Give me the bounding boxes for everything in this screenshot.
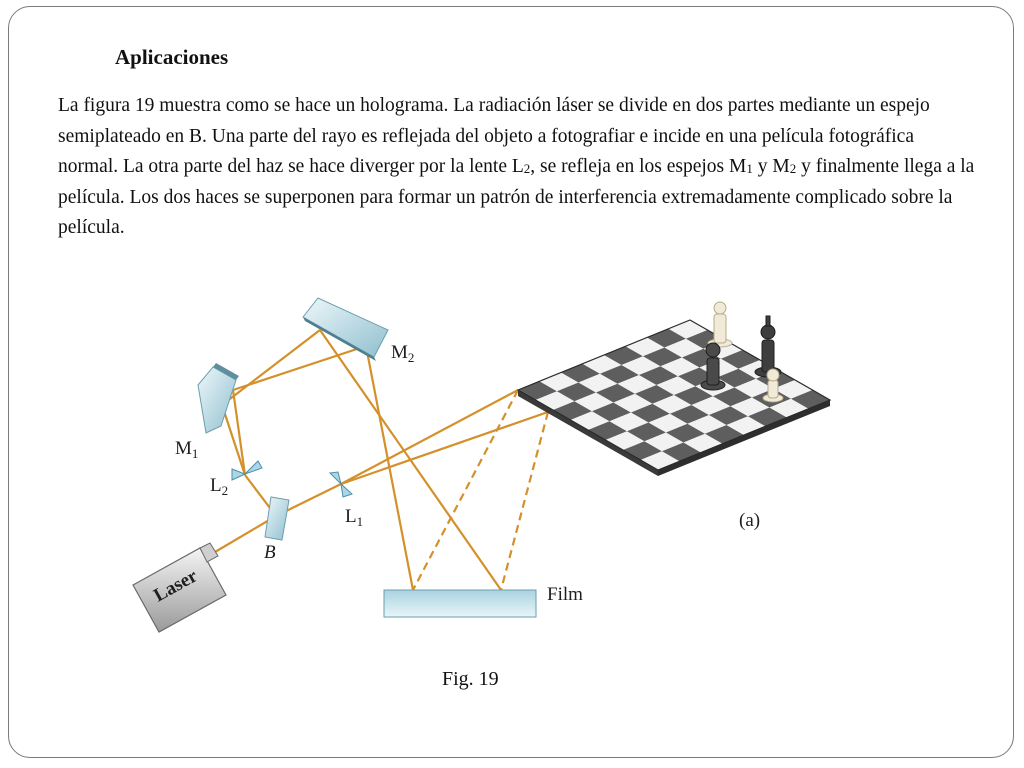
- white-queen-piece: [708, 302, 732, 347]
- paragraph-sub-l2: 2: [523, 161, 531, 176]
- paragraph-text-2: , se refleja en los espejos M: [530, 156, 747, 177]
- beam-splitter-b: [265, 497, 289, 540]
- panel-label: (a): [739, 510, 761, 531]
- l1-label: $L_1$: [345, 506, 364, 529]
- paragraph-text-4: y finalmente llega a la película. Los dos haces se superponen para formar un patrón de interferencia extremadamente complicado sobre la película.: [58, 156, 975, 238]
- mirror-m2: [303, 298, 388, 361]
- laser-label: Laser: [150, 565, 202, 607]
- paragraph-sub-m1: 1: [746, 161, 753, 176]
- l2-label: $L_2$: [210, 475, 229, 498]
- paragraph-sub-m2: 2: [789, 161, 797, 176]
- beam-l1-to-object-a: [341, 390, 518, 484]
- beam-l2-to-m1a: [222, 405, 245, 475]
- beam-object-to-film-b: [501, 412, 548, 590]
- m1-label: $M_1$: [175, 438, 199, 461]
- m2-label: $M_2$: [391, 342, 415, 365]
- beam-l2-to-m1b: [233, 390, 245, 475]
- b-label: B: [264, 542, 276, 563]
- figure-caption: Fig. 19: [442, 668, 499, 690]
- beam-object-to-film-a: [413, 390, 518, 590]
- paragraph-text-1: La figura 19 muestra como se hace un holograma. La radiación láser se divide en dos partes mediante un espejo semiplateado en B. Una parte del rayo es reflejada del objeto a fotografiar e incide en una película fotográfica normal. La otra parte del haz se hace diverger por la lente L: [58, 95, 930, 177]
- laser-device: [133, 543, 226, 632]
- slide-title: Aplicaciones: [115, 45, 229, 69]
- lens-l1: [330, 472, 352, 497]
- film-label: Film: [547, 584, 583, 605]
- beam-m1-to-m2a: [222, 330, 320, 405]
- paragraph-text-3: y M: [752, 156, 790, 177]
- beam-l1-to-object-b: [341, 412, 548, 484]
